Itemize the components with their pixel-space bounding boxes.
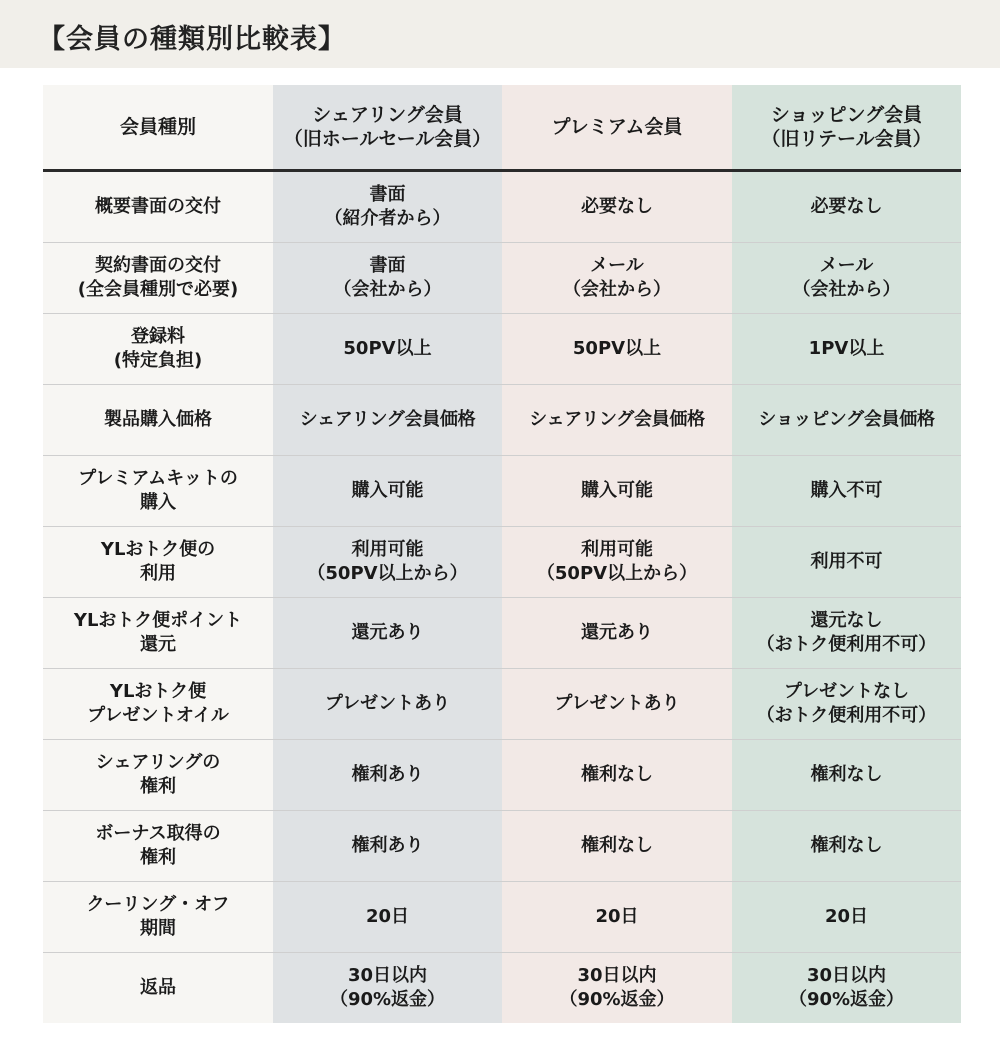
cell-shopping: 必要なし <box>732 171 961 243</box>
cell-shopping: 1PV以上 <box>732 314 961 385</box>
cell-shopping: 利用不可 <box>732 527 961 598</box>
cell-premium: メール （会社から） <box>502 243 732 314</box>
cell-shopping: ショッピング会員価格 <box>732 385 961 456</box>
cell-sharing: シェアリング会員価格 <box>273 385 502 456</box>
cell-sharing: 購入可能 <box>273 456 502 527</box>
page-title: 【会員の種類別比較表】 <box>38 24 346 55</box>
cell-sharing: 還元あり <box>273 598 502 669</box>
cell-shopping: 購入不可 <box>732 456 961 527</box>
cell-shopping: 30日以内 （90%返金） <box>732 953 961 1024</box>
row-label: YLおトク便ポイント 還元 <box>43 598 273 669</box>
cell-sharing: 20日 <box>273 882 502 953</box>
header-shopping-member: ショッピング会員 （旧リテール会員） <box>732 85 961 171</box>
table-row <box>43 171 961 243</box>
cell-premium: 30日以内 （90%返金） <box>502 953 732 1024</box>
table-row <box>43 811 961 882</box>
cell-premium: 必要なし <box>502 171 732 243</box>
cell-shopping: プレゼントなし （おトク便利用不可） <box>732 669 961 740</box>
table-row <box>43 527 961 598</box>
cell-shopping: 権利なし <box>732 811 961 882</box>
row-label: 概要書面の交付 <box>43 171 273 243</box>
row-label: 返品 <box>43 953 273 1024</box>
cell-sharing: 権利あり <box>273 811 502 882</box>
table-row <box>43 740 961 811</box>
title-bar <box>0 0 1000 68</box>
cell-sharing: 書面 （会社から） <box>273 243 502 314</box>
cell-premium: 権利なし <box>502 811 732 882</box>
row-label: 契約書面の交付 (全会員種別で必要) <box>43 243 273 314</box>
table-row <box>43 243 961 314</box>
row-label: YLおトク便の 利用 <box>43 527 273 598</box>
header-sharing-member: シェアリング会員 （旧ホールセール会員） <box>273 85 502 171</box>
table-row <box>43 953 961 1024</box>
row-label: YLおトク便 プレゼントオイル <box>43 669 273 740</box>
cell-shopping: メール （会社から） <box>732 243 961 314</box>
table-row <box>43 598 961 669</box>
comparison-table <box>43 85 961 1023</box>
cell-premium: 50PV以上 <box>502 314 732 385</box>
cell-sharing: プレゼントあり <box>273 669 502 740</box>
cell-premium: 還元あり <box>502 598 732 669</box>
table-row <box>43 314 961 385</box>
table-row <box>43 882 961 953</box>
cell-premium: 20日 <box>502 882 732 953</box>
cell-premium: シェアリング会員価格 <box>502 385 732 456</box>
row-label: 登録料 (特定負担) <box>43 314 273 385</box>
table-header-row <box>43 85 961 171</box>
row-label: プレミアムキットの 購入 <box>43 456 273 527</box>
row-label: クーリング・オフ 期間 <box>43 882 273 953</box>
table-row <box>43 385 961 456</box>
cell-sharing: 書面 （紹介者から） <box>273 171 502 243</box>
header-member-type: 会員種別 <box>43 85 273 171</box>
cell-sharing: 利用可能 （50PV以上から） <box>273 527 502 598</box>
row-label: シェアリングの 権利 <box>43 740 273 811</box>
cell-shopping: 還元なし （おトク便利用不可） <box>732 598 961 669</box>
cell-shopping: 20日 <box>732 882 961 953</box>
cell-premium: 権利なし <box>502 740 732 811</box>
cell-sharing: 権利あり <box>273 740 502 811</box>
header-premium-member: プレミアム会員 <box>502 85 732 171</box>
table-row <box>43 669 961 740</box>
cell-premium: 利用可能 （50PV以上から） <box>502 527 732 598</box>
cell-shopping: 権利なし <box>732 740 961 811</box>
table-row <box>43 456 961 527</box>
row-label: 製品購入価格 <box>43 385 273 456</box>
table-body <box>43 171 961 1024</box>
cell-sharing: 30日以内 （90%返金） <box>273 953 502 1024</box>
cell-premium: 購入可能 <box>502 456 732 527</box>
row-label: ボーナス取得の 権利 <box>43 811 273 882</box>
cell-sharing: 50PV以上 <box>273 314 502 385</box>
cell-premium: プレゼントあり <box>502 669 732 740</box>
